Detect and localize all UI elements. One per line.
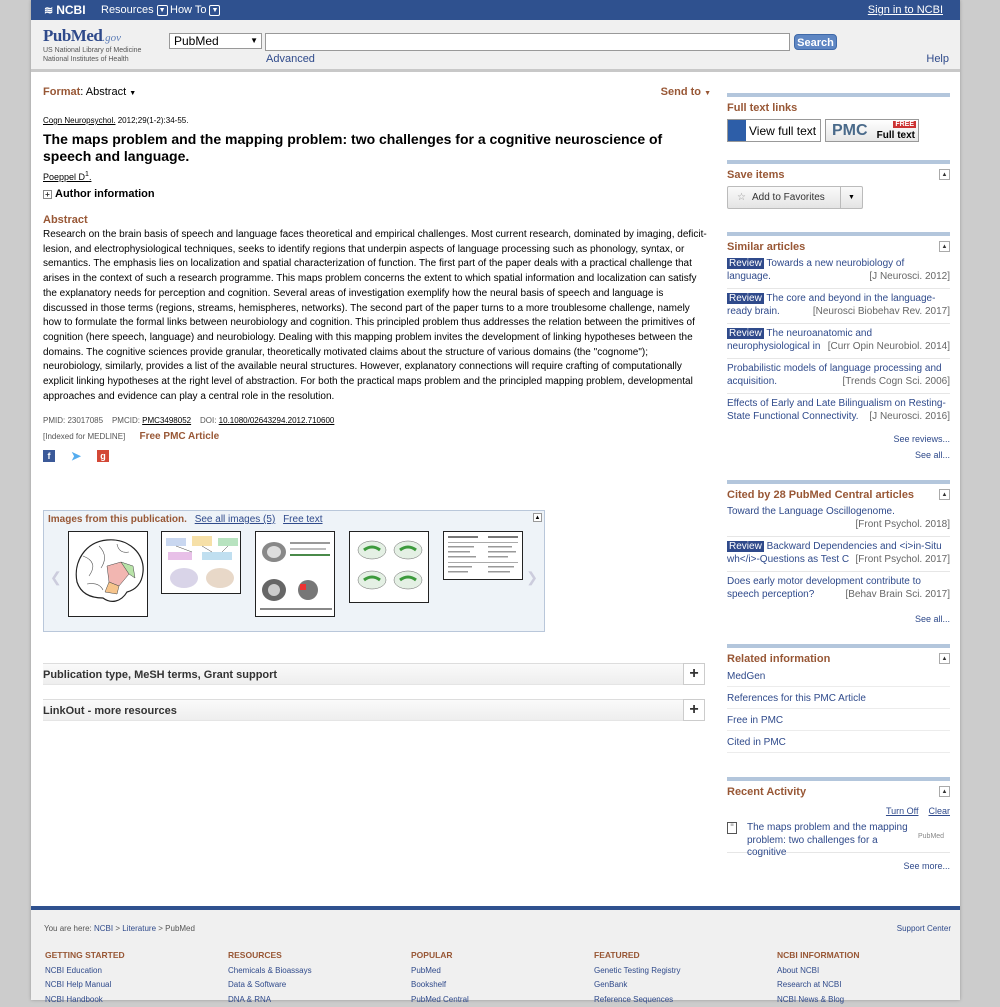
- favorites-dropdown-icon[interactable]: ▼: [840, 187, 862, 208]
- clear-link[interactable]: Clear: [928, 806, 950, 816]
- footer-link[interactable]: Data & Software: [228, 980, 287, 989]
- breadcrumb-ncbi[interactable]: NCBI: [93, 924, 114, 933]
- help-link[interactable]: Help: [926, 53, 949, 65]
- free-text-link[interactable]: Free text: [283, 514, 323, 525]
- turn-off-link[interactable]: Turn Off: [885, 806, 919, 816]
- section-divider: [727, 232, 950, 236]
- abstract-heading: Abstract: [43, 214, 88, 226]
- similar-articles-heading: Similar articles: [727, 241, 806, 253]
- footer-link[interactable]: NCBI News & Blog: [777, 994, 845, 1004]
- view-full-text-button[interactable]: View full text: [727, 119, 821, 142]
- publication-type-section[interactable]: Publication type, MeSH terms, Grant support +: [43, 663, 705, 685]
- diagram-figure-icon: [162, 532, 242, 595]
- breadcrumb: You are here: NCBI > Literature > PubMed: [44, 924, 195, 933]
- footer-column-resources: RESOURCES Chemicals & Bioassays Data & Software DNA & RNA: [228, 950, 312, 1004]
- footer: [31, 906, 960, 1004]
- section-divider: [727, 480, 950, 484]
- send-to-menu[interactable]: Send to ▼: [660, 86, 711, 98]
- footer-link[interactable]: Chemicals & Bioassays: [228, 965, 312, 975]
- collapse-icon[interactable]: ▲: [939, 489, 950, 500]
- main-content: [43, 86, 711, 464]
- linkout-section[interactable]: LinkOut - more resources +: [43, 699, 705, 721]
- footer-link[interactable]: DNA & RNA: [228, 994, 272, 1004]
- advanced-search-link[interactable]: Advanced: [266, 53, 315, 65]
- collapse-icon[interactable]: ▲: [939, 169, 950, 180]
- support-center-link[interactable]: Support Center: [896, 924, 951, 933]
- footer-link[interactable]: Research at NCBI: [777, 980, 842, 989]
- similar-article[interactable]: Review The neuroanatomic and neurophysiological in [Curr Opin Neurobiol. 2014]: [727, 328, 950, 359]
- related-link-references[interactable]: References for this PMC Article: [727, 689, 950, 709]
- similar-articles-list: [727, 258, 950, 460]
- pmc-full-text-button[interactable]: PMC FREE Full text: [825, 119, 919, 142]
- footer-link[interactable]: Genetic Testing Registry: [594, 965, 681, 975]
- related-information-heading: Related information: [727, 653, 831, 665]
- similar-article[interactable]: Effects of Early and Late Bilingualism on Resting-State Functional Connectivity. [J Neurosci. 2016]: [727, 398, 950, 422]
- author-information-toggle[interactable]: + Author information: [43, 188, 705, 200]
- collapse-icon[interactable]: ▲: [939, 653, 950, 664]
- logo-subtitle-nlm: US National Library of Medicine: [43, 47, 142, 54]
- image-thumbnail[interactable]: [443, 531, 523, 580]
- ncbi-helix-icon: ≋: [44, 4, 54, 17]
- related-links: [727, 667, 950, 753]
- footer-link[interactable]: NCBI Handbook: [45, 994, 103, 1004]
- footer-column-featured: FEATURED Genetic Testing Registry GenBank Reference Sequences: [594, 950, 681, 1004]
- citing-article[interactable]: Toward the Language Oscillogenome. [Front Psychol. 2018]: [727, 506, 950, 537]
- brain-figure-icon: [69, 532, 149, 618]
- dropdown-arrow-icon: ▼: [250, 36, 258, 45]
- section-divider: [727, 644, 950, 648]
- section-divider: [727, 777, 950, 781]
- search-button[interactable]: Search: [794, 34, 837, 50]
- star-icon: ☆: [737, 192, 746, 203]
- footer-column-ncbi-information: NCBI INFORMATION About NCBI Research at NCBI NCBI News & Blog: [777, 950, 860, 1004]
- pmcid-link[interactable]: PMC3498052: [142, 416, 192, 426]
- twitter-icon[interactable]: ➤: [70, 449, 82, 464]
- footer-link[interactable]: PubMed Central: [411, 994, 469, 1004]
- citing-article[interactable]: Review Backward Dependencies and <i>in-Situ wh</i>-Questions as Test C [Front Psychol. 2017]: [727, 541, 950, 572]
- expand-plus-icon[interactable]: +: [683, 699, 705, 721]
- similar-article[interactable]: Probabilistic models of language processing and acquisition. [Trends Cogn Sci. 2006]: [727, 363, 950, 394]
- logo-subtitle-nih: National Institutes of Health: [43, 56, 129, 63]
- image-thumbnail[interactable]: [161, 531, 241, 594]
- indexing-status: [Indexed for MEDLINE] Free PMC Article: [43, 431, 220, 443]
- add-to-favorites-button[interactable]: ☆ Add to Favorites ▼: [727, 186, 863, 209]
- footer-link[interactable]: Reference Sequences: [594, 994, 674, 1004]
- collapse-icon[interactable]: ▲: [534, 515, 541, 521]
- collapse-icon[interactable]: ▲: [939, 786, 950, 797]
- doi-link[interactable]: 10.1080/02643294.2012.710600: [218, 416, 335, 426]
- format-bar: [43, 86, 711, 100]
- chevron-down-icon: ▼: [704, 90, 711, 97]
- related-link-cited-pmc[interactable]: Cited in PMC: [727, 733, 950, 753]
- pubmed-logo[interactable]: PubMed.gov US National Library of Medicine National Institutes of Health: [43, 26, 142, 63]
- page: [31, 0, 960, 1004]
- brain-maps-figure-icon: [350, 532, 430, 604]
- section-divider: [727, 93, 950, 97]
- abstract-text: Research on the brain basis of speech and language faces theoretical and empirical challenges. Most current research, dominated by imaging, deficit-lesion, and electrophysiological techniques, seeks to identify regions that underpin aspects of language processing such as phonology, syntax, or semantics. The emphasis lies on localization and spatial characterization of function. The first part of the paper deals with a practical challenge that arises in the context of such a research programme. This maps problem concerns the extent to which spatial information and localization can satisfy the explanatory needs for perception and cognition. Several areas of investigation exemplify how the neural basis of speech and language is discussed in those terms (regions, streams, hemispheres, networks). The second part of the paper turns to a more troublesome challenge, namely how to formulate the formal links between neurobiology and cognition. This principled problem thus addresses the relation between the primitives of cognition (here speech, language) and neurobiology. Dealing with this mapping problem invites the development of linking hypotheses between the domains. The cognitive sciences provide granular, theoretically motivated claims about the structure of various domains (the "cognome"); neurobiology, similarly, provides a list of the available neural structures. However, explanatory connections will require crafting of computationally explicit linking hypotheses at the right level of abstraction. For both the practical maps problem and the principled mapping problem, developmental approaches and evidence can play a central role in the resolution.: [43, 229, 707, 402]
- scan-figure-icon: [256, 532, 336, 618]
- recent-activity-item[interactable]: ≡ The maps problem and the mapping problem: two challenges for a cognitive PubMed: [727, 822, 950, 853]
- carousel-prev-icon[interactable]: ❮: [50, 569, 62, 585]
- ncbi-logo[interactable]: ≋ NCBI: [44, 3, 86, 17]
- similar-article[interactable]: Review Towards a new neurobiology of language. [J Neurosci. 2012]: [727, 258, 950, 289]
- collapse-icon[interactable]: ▲: [939, 241, 950, 252]
- footer-link[interactable]: GenBank: [594, 980, 628, 989]
- carousel-next-icon[interactable]: ❯: [526, 569, 538, 585]
- save-items-heading: Save items: [727, 169, 785, 181]
- see-reviews-link[interactable]: See reviews...: [893, 434, 950, 444]
- footer-link[interactable]: Bookshelf: [411, 980, 447, 989]
- recent-activity-heading: Recent Activity: [727, 786, 807, 798]
- images-panel: [43, 510, 545, 632]
- similar-article[interactable]: Review The core and beyond in the language-ready brain. [Neurosci Biobehav Rev. 2017]: [727, 293, 950, 324]
- see-more-link[interactable]: See more...: [903, 861, 950, 871]
- search-header: [31, 20, 960, 72]
- facebook-icon[interactable]: f: [43, 450, 55, 462]
- see-all-images-link[interactable]: See all images (5): [194, 514, 276, 525]
- full-text-buttons: [727, 119, 950, 142]
- footer-link[interactable]: NCBI Help Manual: [45, 980, 112, 989]
- social-share: [43, 450, 705, 462]
- database-select[interactable]: PubMed ▼: [169, 33, 262, 49]
- journal-link[interactable]: Cogn Neuropsychol.: [43, 116, 116, 125]
- format-selector[interactable]: Format: Abstract ▼: [43, 86, 137, 98]
- see-all-cited-link[interactable]: See all...: [914, 614, 950, 624]
- article-title: The maps problem and the mapping problem: two challenges for a cognitive neuroscience of speech and language.: [43, 131, 663, 164]
- full-text-links-heading: Full text links: [727, 102, 798, 114]
- footer-link[interactable]: About NCBI: [777, 965, 820, 975]
- section-divider: [727, 160, 950, 164]
- expand-plus-icon[interactable]: +: [683, 663, 705, 685]
- sidebar: [727, 93, 950, 871]
- related-link-medgen[interactable]: MedGen: [727, 667, 950, 687]
- image-thumbnail[interactable]: [255, 531, 335, 617]
- citation: Cogn Neuropsychol. 2012;29(1-2):34-55.: [43, 116, 189, 125]
- footer-link[interactable]: NCBI Education: [45, 965, 102, 975]
- free-pmc-article-link[interactable]: Free PMC Article: [139, 431, 220, 443]
- expand-plus-icon: +: [43, 190, 52, 199]
- how-to-menu[interactable]: How To ▼: [170, 4, 220, 16]
- google-plus-icon[interactable]: g: [97, 450, 109, 462]
- image-thumbnail[interactable]: [68, 531, 148, 617]
- publisher-logo-icon: [728, 120, 746, 141]
- identifiers: PMID: 23017085 PMCID: PMC3498052 DOI: 10.1080/02643294.2012.710600: [43, 416, 335, 426]
- author-link[interactable]: Poeppel $D^1$.: [43, 171, 92, 182]
- document-icon: ≡: [727, 822, 737, 834]
- breadcrumb-literature[interactable]: Literature: [122, 924, 157, 933]
- footer-column-popular: POPULAR PubMed Bookshelf PubMed Central: [411, 950, 469, 1004]
- footer-link[interactable]: PubMed: [411, 965, 441, 975]
- see-all-similar-link[interactable]: See all...: [914, 450, 950, 460]
- cited-by-list: [727, 506, 950, 624]
- chevron-down-icon: ▼: [209, 5, 220, 16]
- image-thumbnail[interactable]: [349, 531, 429, 603]
- sign-in-link[interactable]: Sign in to NCBI: [867, 4, 943, 16]
- footer-column-getting-started: GETTING STARTED NCBI Education NCBI Help Manual NCBI Handbook: [45, 950, 125, 1004]
- chevron-down-icon: ▼: [129, 90, 137, 97]
- ncbi-top-bar: [31, 0, 960, 20]
- citing-article[interactable]: Does early motor development contribute to speech perception? [Behav Brain Sci. 2017]: [727, 576, 950, 600]
- search-input[interactable]: [265, 33, 790, 51]
- resources-menu[interactable]: Resources ▼: [101, 4, 168, 16]
- related-link-free-pmc[interactable]: Free in PMC: [727, 711, 950, 731]
- chevron-down-icon: ▼: [157, 5, 168, 16]
- table-figure-icon: [444, 532, 524, 581]
- recent-activity-controls: [727, 806, 950, 816]
- cited-by-heading: Cited by 28 PubMed Central articles: [727, 489, 915, 501]
- images-panel-header: Images from this publication. See all images (5) Free text: [48, 514, 323, 525]
